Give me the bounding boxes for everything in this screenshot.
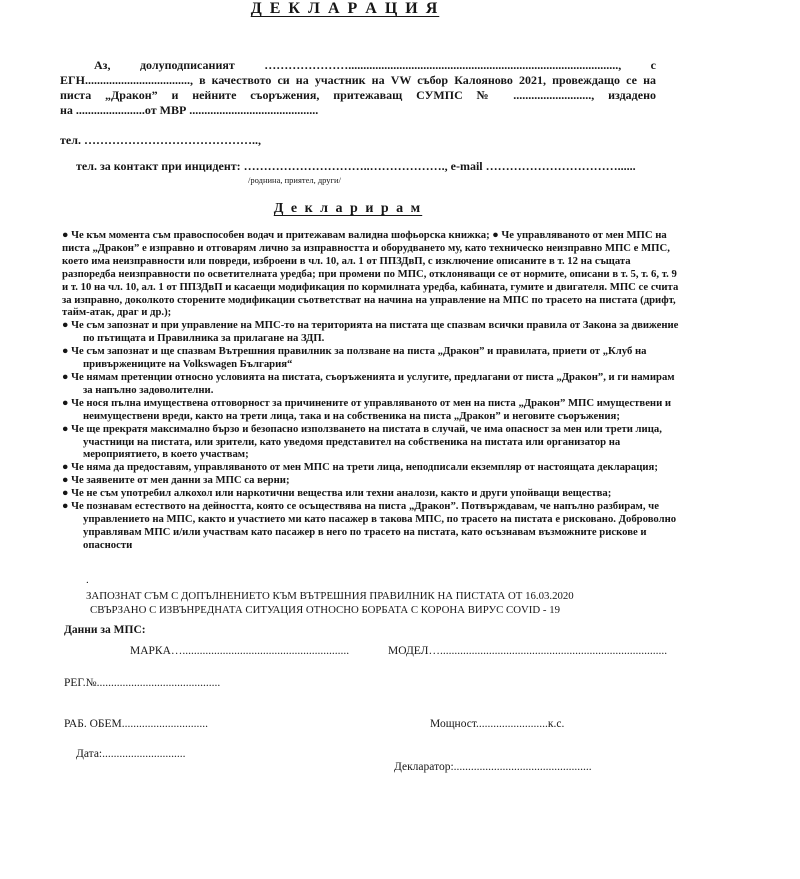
declaration-item: ● Че заявените от мен данни за МПС са верни; — [62, 474, 290, 487]
power-field: Мощност.........................к.с. — [430, 718, 565, 730]
intro-line: ЕГН..................................., в качеството си на участник на VW събор Калояново 2021, провеждащо се на — [60, 73, 656, 87]
vehicle-data-heading: Данни за МПС: — [64, 624, 146, 636]
declaration-item: ● Че ще прекратя максимално бързо и безопасно използването на пистата в случай, че има опасност за мен или трети лица, участници на пистата, или зрители, като уведомя представител на собственика на пистата или организатор на мероприятието, в което участвам; — [62, 422, 662, 461]
stray-period: . — [86, 574, 89, 586]
declaration-item: ● Че към момента съм правоспособен водач и притежавам валидна шофьорска книжка; ● Че управляваното от мен МПС на писта „Дракон” е изправно и отговарям лично за изправността и оборудването му, като техническо неизправно МПС е МПС, което има неизправности или повреди, изброени в чл. 10, ал. 1 от ППЗДвП, с изключение описаните в т. 12 на същата разпоредба неизправности по осветителната уредба; при промени по МПС, отклоняващи се от нормите, описани в т. 5, т. 6, т. 9 и т. 10 на чл. 10, ал. 1 от ППЗДвП и касаещи модификация по кормилната уредба, кабината, гумите и двигателя. МПС се счита за изправно, доколкото сторените модификации съответстват на начина на управление на МПС по трасето на пистата (дрифт, тайм-атак, драг и др.); — [62, 229, 679, 319]
declaration-item: ● Че познавам естеството на дейността, която се осъществява на писта „Дракон”. Потвърждавам, че напълно разбирам, че управлението на МПС, както и участието ми като пасажер в такова МПС, по трасето на пистата е рисковано. Доброволно управлявам МПС и/или участвам като пасажер в него по трасето на пистата, като осъзнавам възможните рискове и опасности — [62, 500, 677, 551]
engine-row — [64, 718, 764, 730]
intro-line: Аз, долуподписаният ………………….........................................................................................., с — [94, 58, 656, 72]
declarator-signature-field: Декларатор:................................................ — [394, 761, 592, 773]
make-model-row — [130, 645, 667, 657]
covid-notice-line2: СВЪРЗАНО С ИЗВЪНРЕДНАТА СИТУАЦИЯ ОТНОСНО БОРБАТА С КОРОНА ВИРУС COVID - 19 — [90, 604, 560, 616]
intro-line: писта „Дракон” и нейните съоръжения, притежаващ СУМПС № .........................., издадено — [60, 88, 656, 102]
declaration-title: Д Е К Л А Р А Ц И Я — [250, 0, 440, 17]
declaration-item: ● Че не съм употребил алкохол или наркотични вещества или техни аналози, както и други упойващи вещества; — [62, 487, 612, 500]
make-field: МАРКА….......................................................... — [130, 645, 350, 657]
declaration-item: ● Че съм запознат и ще спазвам Вътрешния правилник за ползване на писта „Дракон” и правилата, приети от „Клуб на привържениците на Volkswagen България“ — [62, 345, 647, 371]
declarations-list — [62, 229, 682, 552]
covid-notice-line1: ЗАПОЗНАТ СЪМ С ДОПЪЛНЕНИЕТО КЪМ ВЪТРЕШНИЯ ПРАВИЛНИК НА ПИСТАТА ОТ 16.03.2020 — [86, 590, 574, 602]
signature-row — [76, 748, 776, 773]
intro-paragraph — [60, 58, 656, 118]
displacement-field: РАБ. ОБЕМ.............................. — [64, 718, 208, 730]
declaration-item: ● Че нося пълна имуществена отговорност за причинените от управляваното от мен на писта „Дракон” МПС имуществени и неимуществени вреди, както на трети лица, така и на собственика на писта „Дракон” и неговите съоръжения; — [62, 396, 672, 422]
intro-line: на .......................от МВР ........................................... — [60, 103, 319, 117]
date-field: Дата:............................. — [76, 748, 186, 760]
reg-number-field: РЕГ.№........................................... — [64, 677, 221, 689]
phone-field-line: тел. …………………………………….., — [60, 133, 261, 147]
declaration-item: ● Че съм запознат и при управление на МПС-то на територията на пистата ще спазвам всички правила от Закона за движение по пътищата и Правилника за прилагане на ЗДП. — [62, 319, 679, 345]
incident-contact-field-line: тел. за контакт при инцидент: …………………………..………………., e-mail ……………………………...... — [76, 159, 636, 173]
model-field: МОДЕЛ…............................................................................... — [388, 645, 668, 657]
declaration-item: ● Че нямам претенции относно условията на пистата, съоръженията и услугите, предлагани от писта „Дракон”, и ги намирам за напълно задоволителни. — [62, 370, 675, 396]
declaration-item: ● Че няма да предоставям, управляваното от мен МПС на трети лица, неподписали екземпляр от настоящата декларация; — [62, 461, 658, 474]
incident-contact-note: /роднина, приятел, други/ — [248, 175, 341, 185]
declare-heading: Д е к л а р и р а м — [273, 201, 423, 216]
